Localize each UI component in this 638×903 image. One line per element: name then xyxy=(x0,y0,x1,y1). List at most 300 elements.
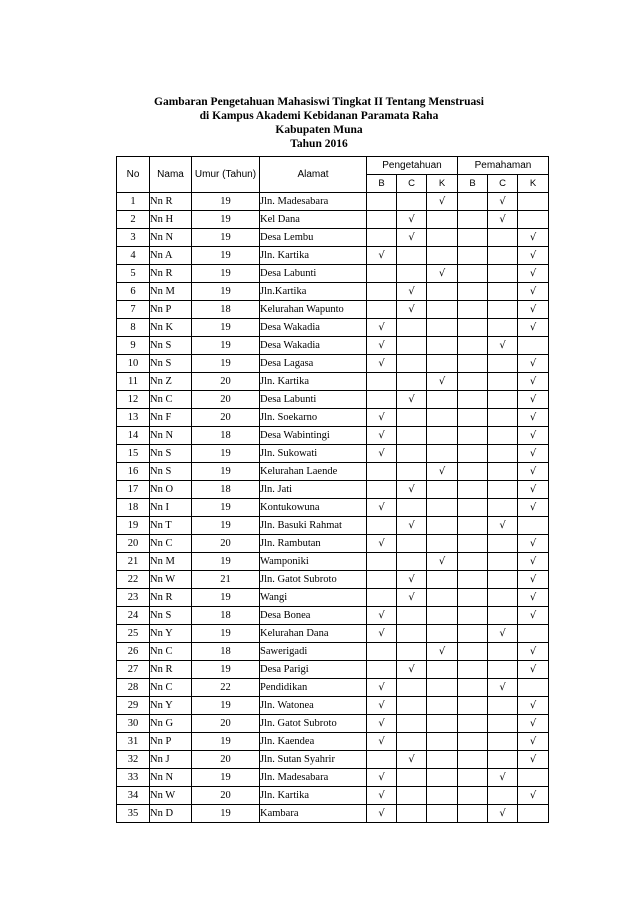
pemahaman-b-cell xyxy=(458,301,488,319)
pengetahuan-b-cell: √ xyxy=(367,247,397,265)
table-row xyxy=(117,517,549,535)
pengetahuan-k-cell xyxy=(427,427,458,445)
row-no: 13 xyxy=(117,409,150,427)
pemahaman-c-cell xyxy=(488,481,518,499)
pengetahuan-b-cell: √ xyxy=(367,625,397,643)
pengetahuan-k-cell: √ xyxy=(427,463,458,481)
header-pengetahuan-c: C xyxy=(397,175,427,193)
row-umur: 18 xyxy=(192,481,260,499)
pengetahuan-k-cell xyxy=(427,805,458,823)
row-umur: 20 xyxy=(192,409,260,427)
table-row xyxy=(117,283,549,301)
pemahaman-k-cell: √ xyxy=(518,427,549,445)
pengetahuan-k-cell xyxy=(427,229,458,247)
pemahaman-c-cell xyxy=(488,661,518,679)
row-umur: 19 xyxy=(192,211,260,229)
pengetahuan-c-cell xyxy=(397,787,427,805)
pengetahuan-b-cell xyxy=(367,589,397,607)
pengetahuan-b-cell: √ xyxy=(367,769,397,787)
table-row xyxy=(117,805,549,823)
row-alamat: Jln. Soekarno xyxy=(260,409,367,427)
pemahaman-b-cell xyxy=(458,373,488,391)
row-no: 16 xyxy=(117,463,150,481)
row-nama: Nn W xyxy=(150,571,192,589)
row-nama: Nn R xyxy=(150,265,192,283)
row-alamat: Jln. Gatot Subroto xyxy=(260,571,367,589)
table-row xyxy=(117,751,549,769)
table-row xyxy=(117,337,549,355)
pemahaman-b-cell xyxy=(458,553,488,571)
pemahaman-b-cell xyxy=(458,445,488,463)
row-no: 25 xyxy=(117,625,150,643)
pengetahuan-c-cell xyxy=(397,427,427,445)
pengetahuan-c-cell: √ xyxy=(397,589,427,607)
pengetahuan-k-cell xyxy=(427,481,458,499)
row-nama: Nn Y xyxy=(150,697,192,715)
pengetahuan-k-cell: √ xyxy=(427,193,458,211)
pemahaman-c-cell xyxy=(488,733,518,751)
pengetahuan-c-cell xyxy=(397,265,427,283)
row-umur: 18 xyxy=(192,607,260,625)
pemahaman-k-cell: √ xyxy=(518,319,549,337)
row-alamat: Wangi xyxy=(260,589,367,607)
table-row xyxy=(117,697,549,715)
pemahaman-b-cell xyxy=(458,535,488,553)
row-alamat: Jln. Gatot Subroto xyxy=(260,715,367,733)
pemahaman-k-cell: √ xyxy=(518,661,549,679)
pemahaman-b-cell xyxy=(458,589,488,607)
row-alamat: Jln. Rambutan xyxy=(260,535,367,553)
pengetahuan-c-cell xyxy=(397,733,427,751)
pemahaman-c-cell xyxy=(488,535,518,553)
row-no: 29 xyxy=(117,697,150,715)
pengetahuan-c-cell xyxy=(397,373,427,391)
table-row xyxy=(117,787,549,805)
row-umur: 19 xyxy=(192,229,260,247)
pemahaman-c-cell xyxy=(488,409,518,427)
pemahaman-k-cell xyxy=(518,625,549,643)
row-no: 8 xyxy=(117,319,150,337)
row-alamat: Desa Bonea xyxy=(260,607,367,625)
pengetahuan-c-cell xyxy=(397,193,427,211)
pemahaman-c-cell xyxy=(488,319,518,337)
pemahaman-b-cell xyxy=(458,481,488,499)
pemahaman-k-cell xyxy=(518,193,549,211)
pemahaman-b-cell xyxy=(458,715,488,733)
row-no: 21 xyxy=(117,553,150,571)
pemahaman-c-cell: √ xyxy=(488,517,518,535)
row-umur: 19 xyxy=(192,697,260,715)
pemahaman-k-cell: √ xyxy=(518,715,549,733)
pengetahuan-c-cell xyxy=(397,607,427,625)
table-row xyxy=(117,463,549,481)
row-no: 5 xyxy=(117,265,150,283)
row-nama: Nn K xyxy=(150,319,192,337)
pengetahuan-c-cell xyxy=(397,535,427,553)
header-pengetahuan: Pengetahuan xyxy=(367,157,458,175)
pemahaman-k-cell: √ xyxy=(518,283,549,301)
pemahaman-k-cell: √ xyxy=(518,391,549,409)
pemahaman-k-cell xyxy=(518,805,549,823)
table-row xyxy=(117,319,549,337)
pengetahuan-c-cell: √ xyxy=(397,661,427,679)
pemahaman-k-cell: √ xyxy=(518,409,549,427)
pengetahuan-c-cell: √ xyxy=(397,751,427,769)
table-row xyxy=(117,625,549,643)
pemahaman-b-cell xyxy=(458,211,488,229)
header-pengetahuan-b: B xyxy=(367,175,397,193)
pemahaman-c-cell: √ xyxy=(488,337,518,355)
pengetahuan-c-cell xyxy=(397,553,427,571)
row-no: 18 xyxy=(117,499,150,517)
row-umur: 19 xyxy=(192,265,260,283)
pengetahuan-c-cell xyxy=(397,679,427,697)
pemahaman-b-cell xyxy=(458,661,488,679)
pemahaman-k-cell: √ xyxy=(518,265,549,283)
pengetahuan-k-cell xyxy=(427,409,458,427)
pengetahuan-c-cell: √ xyxy=(397,391,427,409)
table-row xyxy=(117,193,549,211)
row-umur: 20 xyxy=(192,373,260,391)
pemahaman-c-cell xyxy=(488,247,518,265)
table-row xyxy=(117,265,549,283)
pemahaman-c-cell xyxy=(488,589,518,607)
pemahaman-b-cell xyxy=(458,805,488,823)
row-nama: Nn S xyxy=(150,355,192,373)
pemahaman-c-cell xyxy=(488,391,518,409)
row-nama: Nn S xyxy=(150,607,192,625)
pemahaman-k-cell: √ xyxy=(518,553,549,571)
table-row xyxy=(117,769,549,787)
pengetahuan-b-cell: √ xyxy=(367,679,397,697)
pengetahuan-b-cell xyxy=(367,265,397,283)
pemahaman-b-cell xyxy=(458,319,488,337)
table-row xyxy=(117,301,549,319)
header-pengetahuan-k: K xyxy=(427,175,458,193)
pengetahuan-b-cell: √ xyxy=(367,409,397,427)
pemahaman-b-cell xyxy=(458,391,488,409)
table-row xyxy=(117,481,549,499)
row-umur: 18 xyxy=(192,427,260,445)
pemahaman-k-cell: √ xyxy=(518,751,549,769)
pemahaman-b-cell xyxy=(458,751,488,769)
row-no: 12 xyxy=(117,391,150,409)
row-no: 1 xyxy=(117,193,150,211)
row-no: 24 xyxy=(117,607,150,625)
pemahaman-k-cell: √ xyxy=(518,445,549,463)
document-title xyxy=(0,95,638,151)
pemahaman-b-cell xyxy=(458,643,488,661)
row-alamat: Jln. Madesabara xyxy=(260,193,367,211)
pengetahuan-b-cell: √ xyxy=(367,355,397,373)
pemahaman-b-cell xyxy=(458,499,488,517)
table-row xyxy=(117,553,549,571)
row-umur: 20 xyxy=(192,751,260,769)
row-umur: 19 xyxy=(192,319,260,337)
table-row xyxy=(117,211,549,229)
row-nama: Nn G xyxy=(150,715,192,733)
pengetahuan-b-cell xyxy=(367,283,397,301)
pengetahuan-k-cell xyxy=(427,445,458,463)
row-nama: Nn Z xyxy=(150,373,192,391)
pengetahuan-b-cell xyxy=(367,571,397,589)
pemahaman-k-cell: √ xyxy=(518,247,549,265)
pemahaman-b-cell xyxy=(458,463,488,481)
row-no: 10 xyxy=(117,355,150,373)
row-nama: Nn S xyxy=(150,337,192,355)
pemahaman-k-cell xyxy=(518,769,549,787)
pengetahuan-b-cell: √ xyxy=(367,445,397,463)
pengetahuan-b-cell: √ xyxy=(367,787,397,805)
pengetahuan-c-cell xyxy=(397,463,427,481)
row-umur: 19 xyxy=(192,355,260,373)
row-alamat: Jln. Madesabara xyxy=(260,769,367,787)
pengetahuan-k-cell xyxy=(427,769,458,787)
pengetahuan-b-cell: √ xyxy=(367,733,397,751)
pemahaman-c-cell xyxy=(488,499,518,517)
pemahaman-k-cell: √ xyxy=(518,463,549,481)
row-no: 17 xyxy=(117,481,150,499)
row-alamat: Kel Dana xyxy=(260,211,367,229)
table-row xyxy=(117,661,549,679)
pengetahuan-k-cell: √ xyxy=(427,265,458,283)
row-nama: Nn O xyxy=(150,481,192,499)
pemahaman-c-cell xyxy=(488,283,518,301)
pengetahuan-b-cell: √ xyxy=(367,715,397,733)
pemahaman-b-cell xyxy=(458,229,488,247)
row-no: 27 xyxy=(117,661,150,679)
pemahaman-b-cell xyxy=(458,265,488,283)
pemahaman-b-cell xyxy=(458,571,488,589)
pengetahuan-b-cell: √ xyxy=(367,535,397,553)
pengetahuan-b-cell xyxy=(367,553,397,571)
row-nama: Nn H xyxy=(150,211,192,229)
pemahaman-b-cell xyxy=(458,697,488,715)
pemahaman-c-cell xyxy=(488,697,518,715)
pengetahuan-b-cell xyxy=(367,373,397,391)
row-no: 9 xyxy=(117,337,150,355)
pengetahuan-k-cell xyxy=(427,697,458,715)
pengetahuan-c-cell: √ xyxy=(397,211,427,229)
row-alamat: Jln. Sutan Syahrir xyxy=(260,751,367,769)
row-no: 33 xyxy=(117,769,150,787)
row-no: 15 xyxy=(117,445,150,463)
row-nama: Nn C xyxy=(150,391,192,409)
row-nama: Nn C xyxy=(150,679,192,697)
header-umur: Umur (Tahun) xyxy=(192,157,260,193)
pemahaman-b-cell xyxy=(458,679,488,697)
pengetahuan-k-cell xyxy=(427,679,458,697)
row-umur: 19 xyxy=(192,769,260,787)
row-nama: Nn C xyxy=(150,535,192,553)
pemahaman-b-cell xyxy=(458,337,488,355)
pengetahuan-k-cell xyxy=(427,535,458,553)
pemahaman-b-cell xyxy=(458,517,488,535)
data-table xyxy=(116,156,549,823)
row-no: 28 xyxy=(117,679,150,697)
pengetahuan-k-cell: √ xyxy=(427,373,458,391)
pemahaman-c-cell xyxy=(488,229,518,247)
pengetahuan-b-cell xyxy=(367,229,397,247)
row-no: 4 xyxy=(117,247,150,265)
row-nama: Nn N xyxy=(150,427,192,445)
pengetahuan-c-cell: √ xyxy=(397,481,427,499)
pengetahuan-b-cell: √ xyxy=(367,319,397,337)
pemahaman-c-cell: √ xyxy=(488,805,518,823)
pemahaman-k-cell: √ xyxy=(518,697,549,715)
table-body xyxy=(117,193,549,823)
table-row xyxy=(117,373,549,391)
pemahaman-k-cell: √ xyxy=(518,571,549,589)
pengetahuan-b-cell xyxy=(367,193,397,211)
pemahaman-c-cell xyxy=(488,301,518,319)
table-row xyxy=(117,715,549,733)
row-no: 31 xyxy=(117,733,150,751)
pengetahuan-k-cell: √ xyxy=(427,553,458,571)
row-alamat: Jln. Jati xyxy=(260,481,367,499)
pengetahuan-c-cell: √ xyxy=(397,301,427,319)
row-alamat: Jln. Kartika xyxy=(260,787,367,805)
pengetahuan-k-cell: √ xyxy=(427,643,458,661)
pemahaman-b-cell xyxy=(458,427,488,445)
row-umur: 19 xyxy=(192,517,260,535)
row-umur: 19 xyxy=(192,247,260,265)
pengetahuan-k-cell xyxy=(427,715,458,733)
row-nama: Nn N xyxy=(150,769,192,787)
row-nama: Nn A xyxy=(150,247,192,265)
pengetahuan-k-cell xyxy=(427,661,458,679)
pengetahuan-c-cell: √ xyxy=(397,229,427,247)
title-line-4: Tahun 2016 xyxy=(290,138,348,150)
pemahaman-k-cell xyxy=(518,517,549,535)
row-umur: 20 xyxy=(192,787,260,805)
pengetahuan-k-cell xyxy=(427,625,458,643)
header-pemahaman-c: C xyxy=(488,175,518,193)
row-umur: 20 xyxy=(192,715,260,733)
row-no: 3 xyxy=(117,229,150,247)
row-nama: Nn Y xyxy=(150,625,192,643)
row-alamat: Desa Lembu xyxy=(260,229,367,247)
pemahaman-b-cell xyxy=(458,787,488,805)
pengetahuan-b-cell xyxy=(367,211,397,229)
pengetahuan-k-cell xyxy=(427,283,458,301)
row-umur: 22 xyxy=(192,679,260,697)
pemahaman-c-cell: √ xyxy=(488,625,518,643)
row-no: 2 xyxy=(117,211,150,229)
pengetahuan-b-cell xyxy=(367,391,397,409)
row-umur: 19 xyxy=(192,337,260,355)
pemahaman-k-cell: √ xyxy=(518,373,549,391)
pemahaman-k-cell: √ xyxy=(518,589,549,607)
pemahaman-c-cell xyxy=(488,751,518,769)
header-alamat: Alamat xyxy=(260,157,367,193)
row-no: 11 xyxy=(117,373,150,391)
pengetahuan-c-cell xyxy=(397,355,427,373)
pengetahuan-k-cell xyxy=(427,751,458,769)
pemahaman-c-cell xyxy=(488,463,518,481)
pemahaman-k-cell: √ xyxy=(518,733,549,751)
row-nama: Nn R xyxy=(150,661,192,679)
row-nama: Nn S xyxy=(150,445,192,463)
pemahaman-c-cell xyxy=(488,715,518,733)
row-nama: Nn M xyxy=(150,553,192,571)
row-nama: Nn M xyxy=(150,283,192,301)
row-umur: 19 xyxy=(192,625,260,643)
pemahaman-b-cell xyxy=(458,733,488,751)
pengetahuan-b-cell: √ xyxy=(367,499,397,517)
row-nama: Nn C xyxy=(150,643,192,661)
pemahaman-b-cell xyxy=(458,769,488,787)
pengetahuan-k-cell xyxy=(427,247,458,265)
row-nama: Nn P xyxy=(150,301,192,319)
row-umur: 19 xyxy=(192,661,260,679)
row-nama: Nn I xyxy=(150,499,192,517)
pemahaman-b-cell xyxy=(458,193,488,211)
pemahaman-c-cell xyxy=(488,445,518,463)
pemahaman-k-cell: √ xyxy=(518,301,549,319)
row-alamat: Desa Labunti xyxy=(260,391,367,409)
pengetahuan-k-cell xyxy=(427,571,458,589)
pengetahuan-k-cell xyxy=(427,337,458,355)
pemahaman-b-cell xyxy=(458,283,488,301)
table-row xyxy=(117,247,549,265)
pemahaman-c-cell: √ xyxy=(488,679,518,697)
pengetahuan-c-cell: √ xyxy=(397,517,427,535)
pemahaman-c-cell: √ xyxy=(488,769,518,787)
pengetahuan-c-cell xyxy=(397,409,427,427)
pemahaman-c-cell: √ xyxy=(488,211,518,229)
pemahaman-k-cell: √ xyxy=(518,355,549,373)
row-nama: Nn T xyxy=(150,517,192,535)
row-no: 34 xyxy=(117,787,150,805)
pengetahuan-c-cell xyxy=(397,805,427,823)
pengetahuan-c-cell xyxy=(397,247,427,265)
pengetahuan-c-cell xyxy=(397,697,427,715)
row-no: 14 xyxy=(117,427,150,445)
pengetahuan-k-cell xyxy=(427,787,458,805)
pengetahuan-b-cell xyxy=(367,481,397,499)
pengetahuan-c-cell: √ xyxy=(397,283,427,301)
pengetahuan-k-cell xyxy=(427,355,458,373)
row-alamat: Jln. Kartika xyxy=(260,373,367,391)
pemahaman-k-cell: √ xyxy=(518,643,549,661)
header-pemahaman: Pemahaman xyxy=(458,157,549,175)
table-row xyxy=(117,229,549,247)
row-alamat: Wamponiki xyxy=(260,553,367,571)
row-umur: 19 xyxy=(192,283,260,301)
pemahaman-c-cell xyxy=(488,787,518,805)
table-row xyxy=(117,355,549,373)
pemahaman-c-cell xyxy=(488,643,518,661)
pengetahuan-k-cell xyxy=(427,391,458,409)
row-alamat: Kelurahan Laende xyxy=(260,463,367,481)
pengetahuan-b-cell: √ xyxy=(367,337,397,355)
pengetahuan-c-cell xyxy=(397,337,427,355)
row-alamat: Jln.Kartika xyxy=(260,283,367,301)
row-alamat: Desa Labunti xyxy=(260,265,367,283)
pengetahuan-c-cell xyxy=(397,769,427,787)
row-alamat: Kontukowuna xyxy=(260,499,367,517)
pengetahuan-k-cell xyxy=(427,517,458,535)
pengetahuan-k-cell xyxy=(427,301,458,319)
row-alamat: Kelurahan Dana xyxy=(260,625,367,643)
pengetahuan-k-cell xyxy=(427,319,458,337)
pemahaman-c-cell xyxy=(488,553,518,571)
row-umur: 18 xyxy=(192,643,260,661)
row-nama: Nn W xyxy=(150,787,192,805)
row-alamat: Jln. Kaendea xyxy=(260,733,367,751)
pemahaman-k-cell: √ xyxy=(518,481,549,499)
